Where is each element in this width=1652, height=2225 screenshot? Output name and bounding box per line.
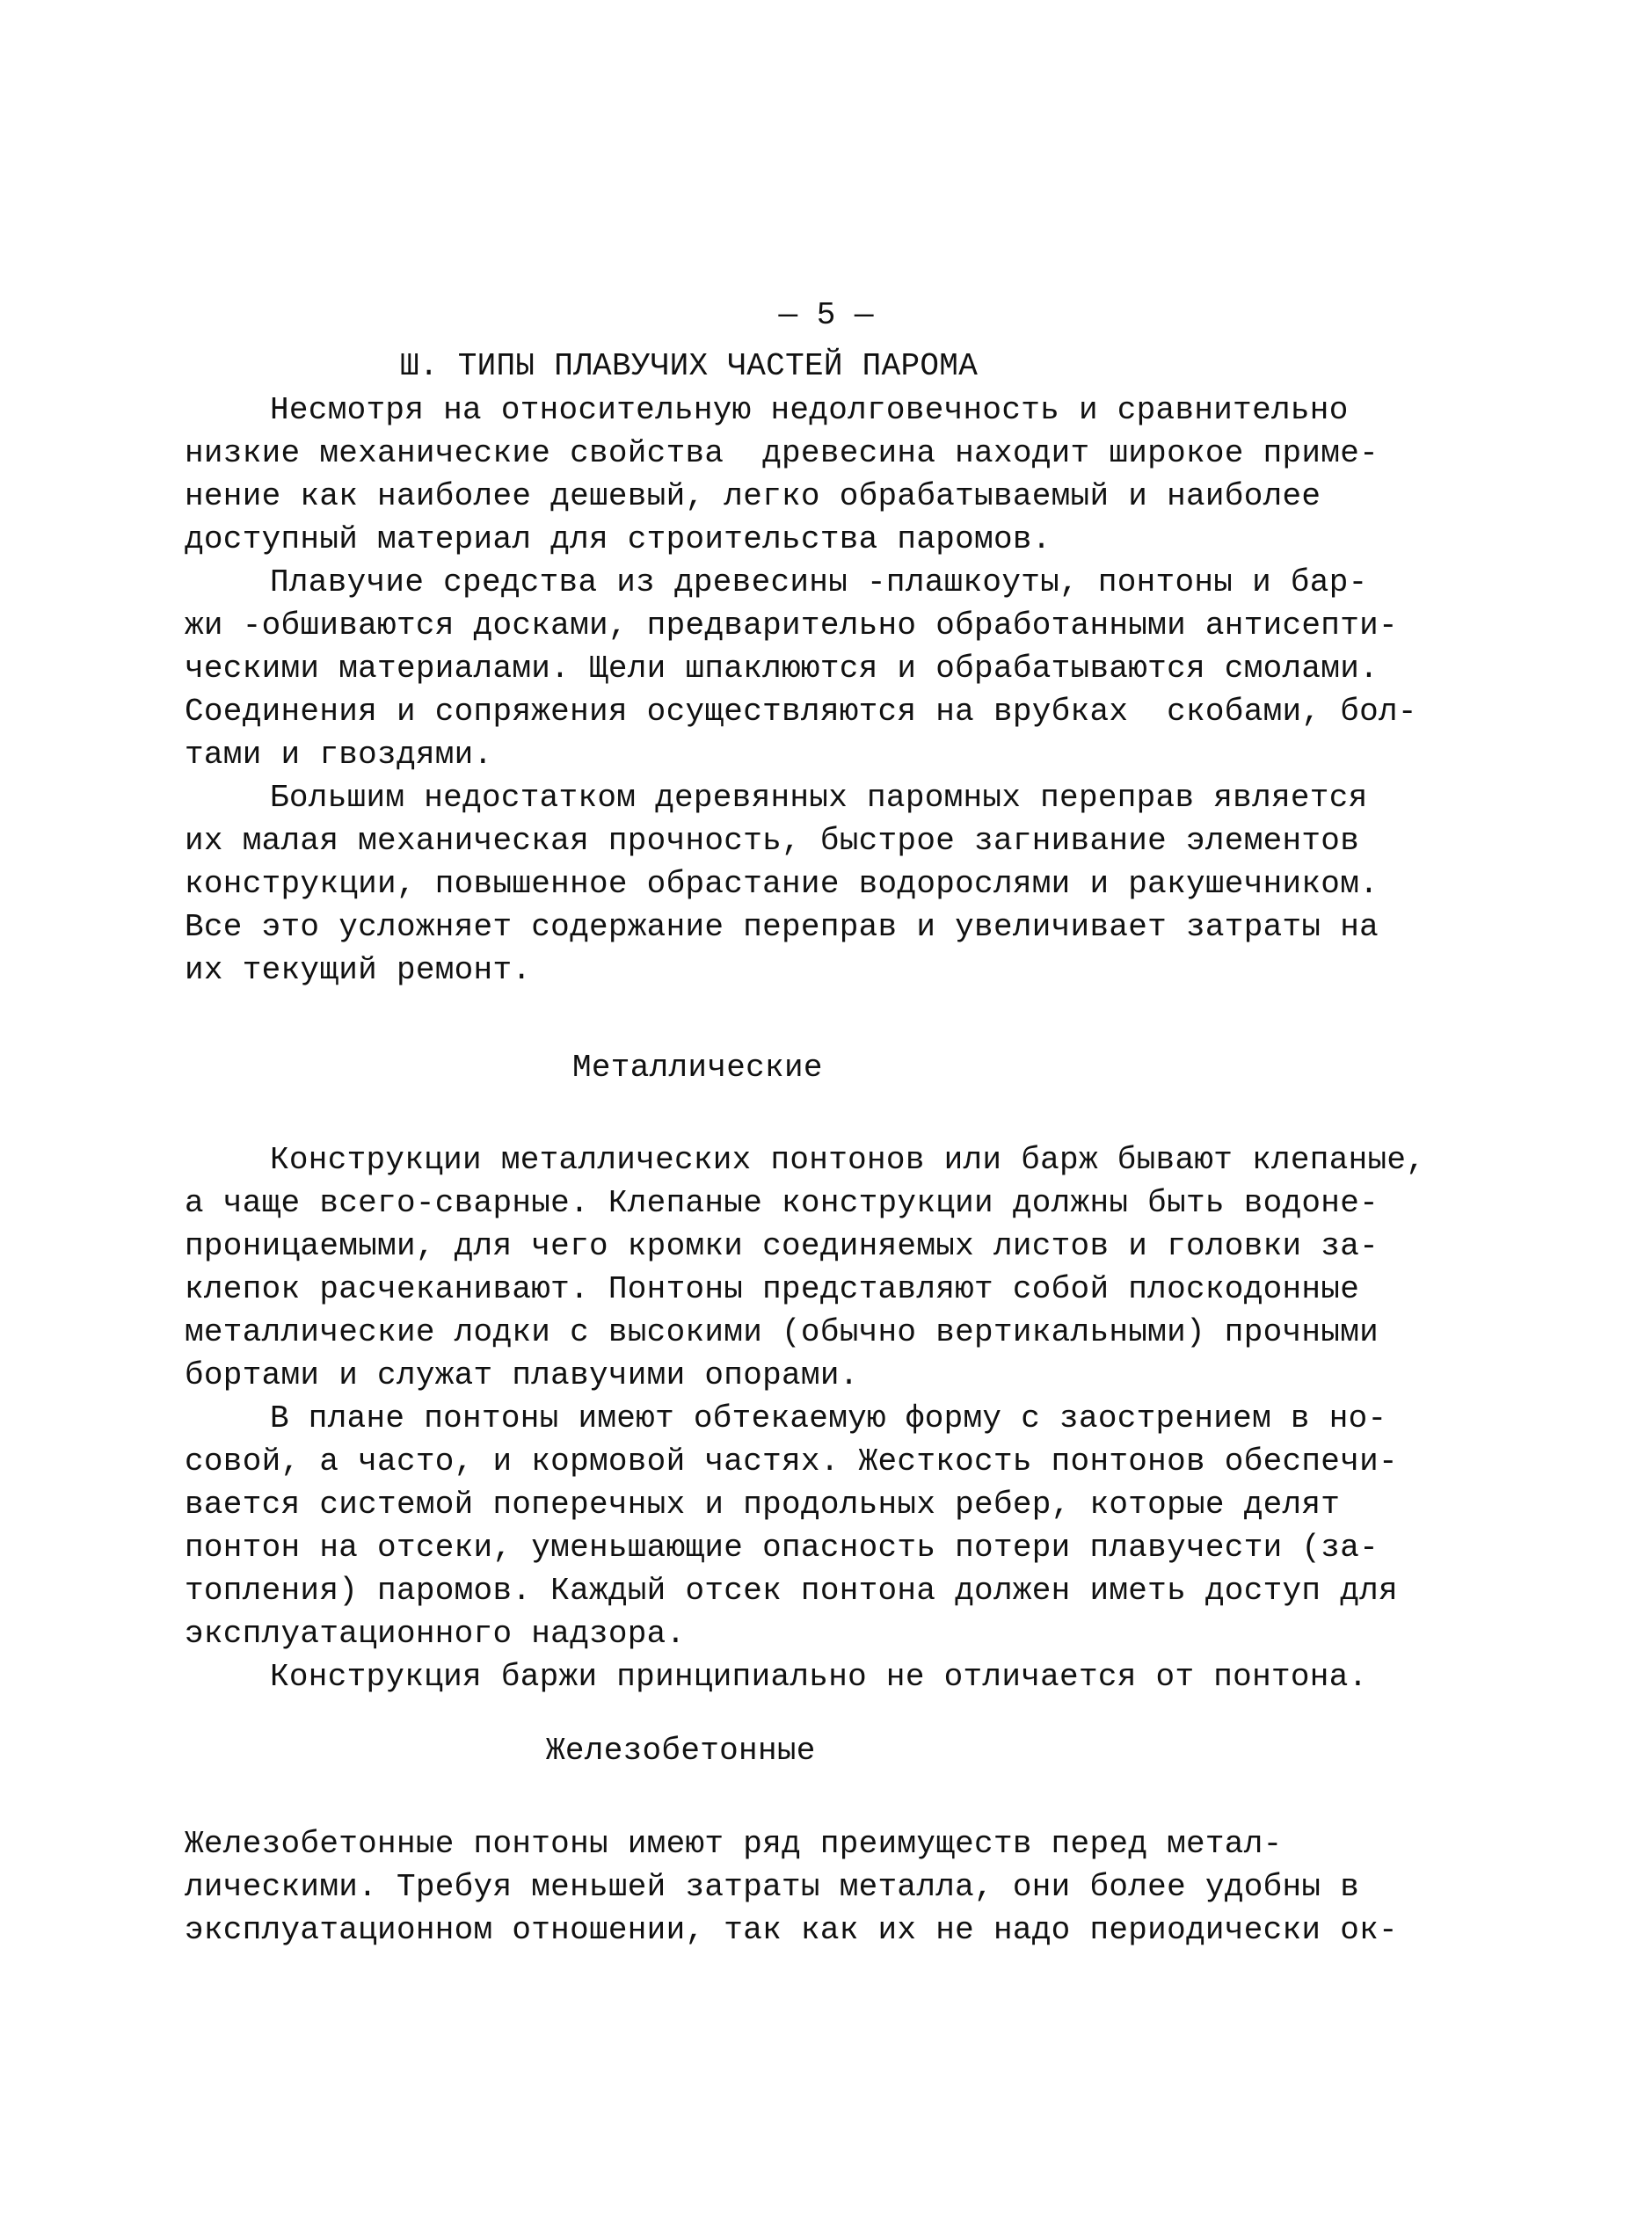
text-line: металлические лодки с высокими (обычно вертикальными) прочными bbox=[185, 1314, 1379, 1350]
text-line: Конструкция баржи принципиально не отличается от понтона. bbox=[270, 1659, 1368, 1695]
text-line: Большим недостатком деревянных паромных переправ является bbox=[270, 780, 1368, 816]
text-line: топления) паромов. Каждый отсек понтона должен иметь доступ для bbox=[185, 1573, 1398, 1609]
text-line: Несмотря на относительную недолговечность и сравнительно bbox=[270, 392, 1349, 428]
text-line: совой, а часто, и кормовой частях. Жесткость понтонов обеспечи- bbox=[185, 1443, 1398, 1480]
text-line: понтон на отсеки, уменьшающие опасность потери плавучести (за- bbox=[185, 1530, 1379, 1566]
section-title: Ш. ТИПЫ ПЛАВУЧИХ ЧАСТЕЙ ПАРОМА bbox=[400, 348, 979, 384]
text-line: доступный материал для строительства паромов. bbox=[185, 521, 1052, 557]
page-number: — 5 — bbox=[778, 297, 874, 333]
text-line: тами и гвоздями. bbox=[185, 737, 493, 773]
text-line: эксплуатационного надзора. bbox=[185, 1616, 686, 1652]
text-line: ческими материалами. Щели шпаклюются и обрабатываются смолами. bbox=[185, 651, 1379, 687]
text-line: их текущий ремонт. bbox=[185, 952, 532, 988]
text-line: вается системой поперечных и продольных ребер, которые делят bbox=[185, 1487, 1341, 1523]
text-line: В плане понтоны имеют обтекаемую форму с заострением в но- bbox=[270, 1400, 1387, 1436]
text-line: лическими. Требуя меньшей затраты металла, они более удобны в bbox=[185, 1869, 1360, 1905]
text-line: Плавучие средства из древесины -плашкоуты, понтоны и бар- bbox=[270, 564, 1368, 600]
text-line: проницаемыми, для чего кромки соединяемых листов и головки за- bbox=[185, 1228, 1379, 1264]
text-line: бортами и служат плавучими опорами. bbox=[185, 1357, 859, 1393]
text-line: Железобетонные понтоны имеют ряд преимуществ перед метал- bbox=[185, 1826, 1283, 1862]
subsection-heading-concrete: Железобетонные bbox=[546, 1733, 816, 1769]
text-line: Все это усложняет содержание переправ и увеличивает затраты на bbox=[185, 909, 1379, 945]
text-line: эксплуатационном отношении, так как их не надо периодически ок- bbox=[185, 1912, 1398, 1948]
text-line: их малая механическая прочность, быстрое загнивание элементов bbox=[185, 823, 1360, 859]
text-line: клепок расчеканивают. Понтоны представляют собой плоскодонные bbox=[185, 1271, 1360, 1307]
text-line: Конструкции металлических понтонов или барж бывают клепаные, bbox=[270, 1142, 1426, 1178]
text-line: конструкции, повышенное обрастание водорослями и ракушечником. bbox=[185, 866, 1379, 902]
text-line: низкие механические свойства древесина находит широкое приме- bbox=[185, 435, 1379, 471]
subsection-heading-metal: Металлические bbox=[572, 1050, 823, 1086]
text-line: а чаще всего-сварные. Клепаные конструкции должны быть водоне- bbox=[185, 1185, 1379, 1221]
text-line: Соединения и сопряжения осуществляются на врубках скобами, бол- bbox=[185, 694, 1417, 730]
text-line: жи -обшиваются досками, предварительно обработанными антисепти- bbox=[185, 607, 1398, 644]
text-line: нение как наиболее дешевый, легко обрабатываемый и наиболее bbox=[185, 478, 1321, 514]
